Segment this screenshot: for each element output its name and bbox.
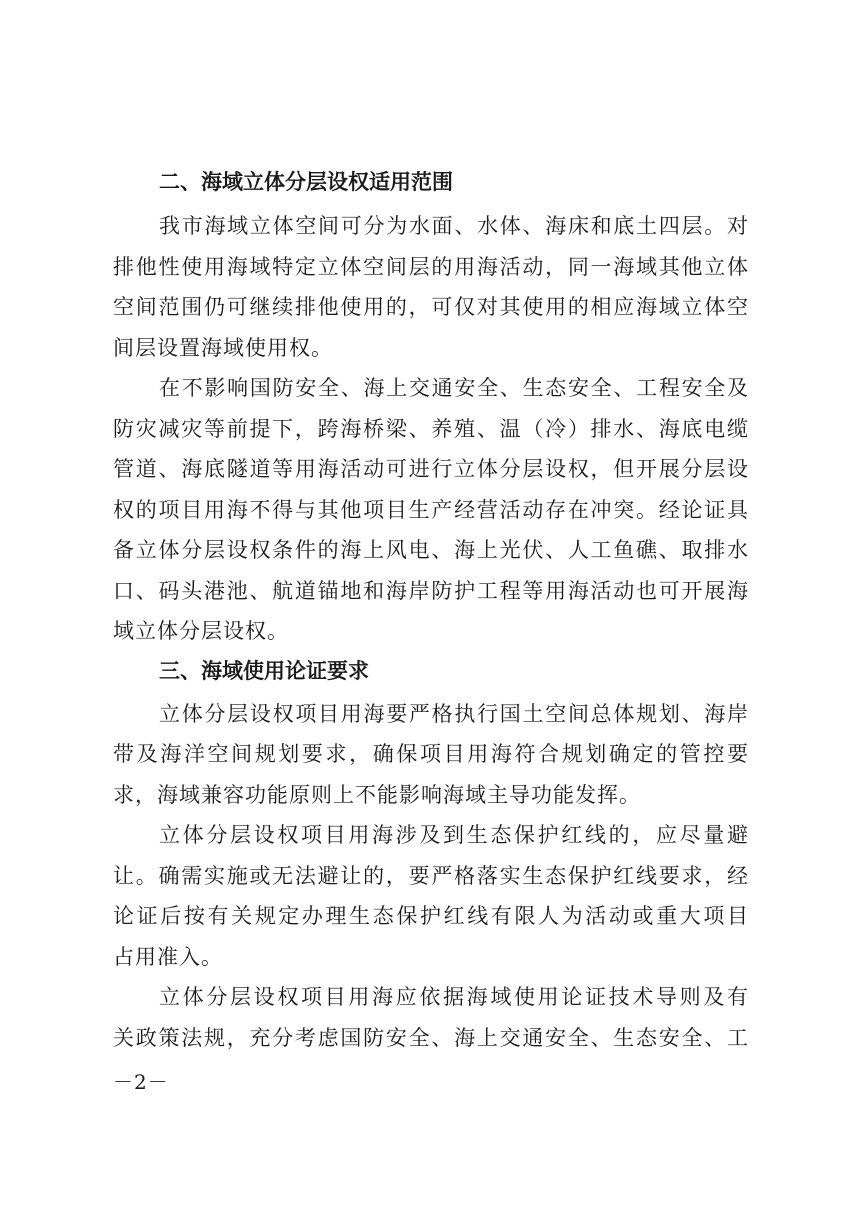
page-number: －2－ — [113, 1070, 169, 1094]
paragraph-line: 带及海洋空间规划要求，确保项目用海符合规划确定的管控要 — [113, 742, 749, 766]
paragraph-technical-guidelines — [113, 977, 749, 1058]
paragraph-line: 立体分层设权项目用海要严格执行国土空间总体规划、海岸 — [159, 701, 749, 726]
paragraph-applicable-activities — [113, 368, 749, 652]
paragraph-planning-requirements — [113, 694, 749, 816]
document-page — [113, 163, 749, 1058]
paragraph-line: 在不影响国防安全、海上交通安全、生态安全、工程安全及 — [159, 376, 749, 400]
paragraph-line: 让。确需实施或无法避让的，要严格落实生态保护红线要求，经 — [113, 863, 749, 888]
paragraph-line: 口、码头港池、航道锚地和海岸防护工程等用海活动也可开展海 — [113, 578, 749, 603]
paragraph-line: 排他性使用海域特定立体空间层的用海活动，同一海域其他立体 — [113, 254, 749, 279]
paragraph-line: 求，海域兼容功能原则上不能影响海域主导功能发挥。 — [113, 782, 641, 807]
paragraph-line: 关政策法规，充分考虑国防安全、海上交通安全、生态安全、工 — [113, 1025, 749, 1050]
paragraph-line: 论证后按有关规定办理生态保护红线有限人为活动或重大项目 — [113, 904, 749, 928]
paragraph-line: 立体分层设权项目用海涉及到生态保护红线的，应尽量避 — [159, 823, 749, 847]
paragraph-line: 空间范围仍可继续排他使用的，可仅对其使用的相应海域立体空 — [113, 295, 749, 319]
paragraph-ecological-redline — [113, 815, 749, 977]
paragraph-line: 占用准入。 — [113, 944, 223, 969]
paragraph-line: 我市海域立体空间可分为水面、水体、海床和底土四层。对 — [159, 214, 749, 238]
paragraph-line: 域立体分层设权。 — [113, 619, 289, 643]
paragraph-line: 管道、海底隧道等用海活动可进行立体分层设权，但开展分层设 — [113, 457, 749, 481]
paragraph-line: 防灾减灾等前提下，跨海桥梁、养殖、温（冷）排水、海底电缆 — [113, 416, 749, 441]
section-heading-demonstration: 三、海域使用论证要求 — [159, 658, 369, 683]
paragraph-line: 立体分层设权项目用海应依据海域使用论证技术导则及有 — [159, 985, 749, 1009]
section-heading-scope: 二、海域立体分层设权适用范围 — [159, 170, 453, 194]
paragraph-layers — [113, 206, 749, 368]
paragraph-line: 间层设置海域使用权。 — [113, 335, 333, 360]
paragraph-line: 权的项目用海不得与其他项目生产经营活动存在冲突。经论证具 — [113, 497, 749, 522]
paragraph-line: 备立体分层设权条件的海上风电、海上光伏、人工鱼礁、取排水 — [113, 538, 749, 562]
